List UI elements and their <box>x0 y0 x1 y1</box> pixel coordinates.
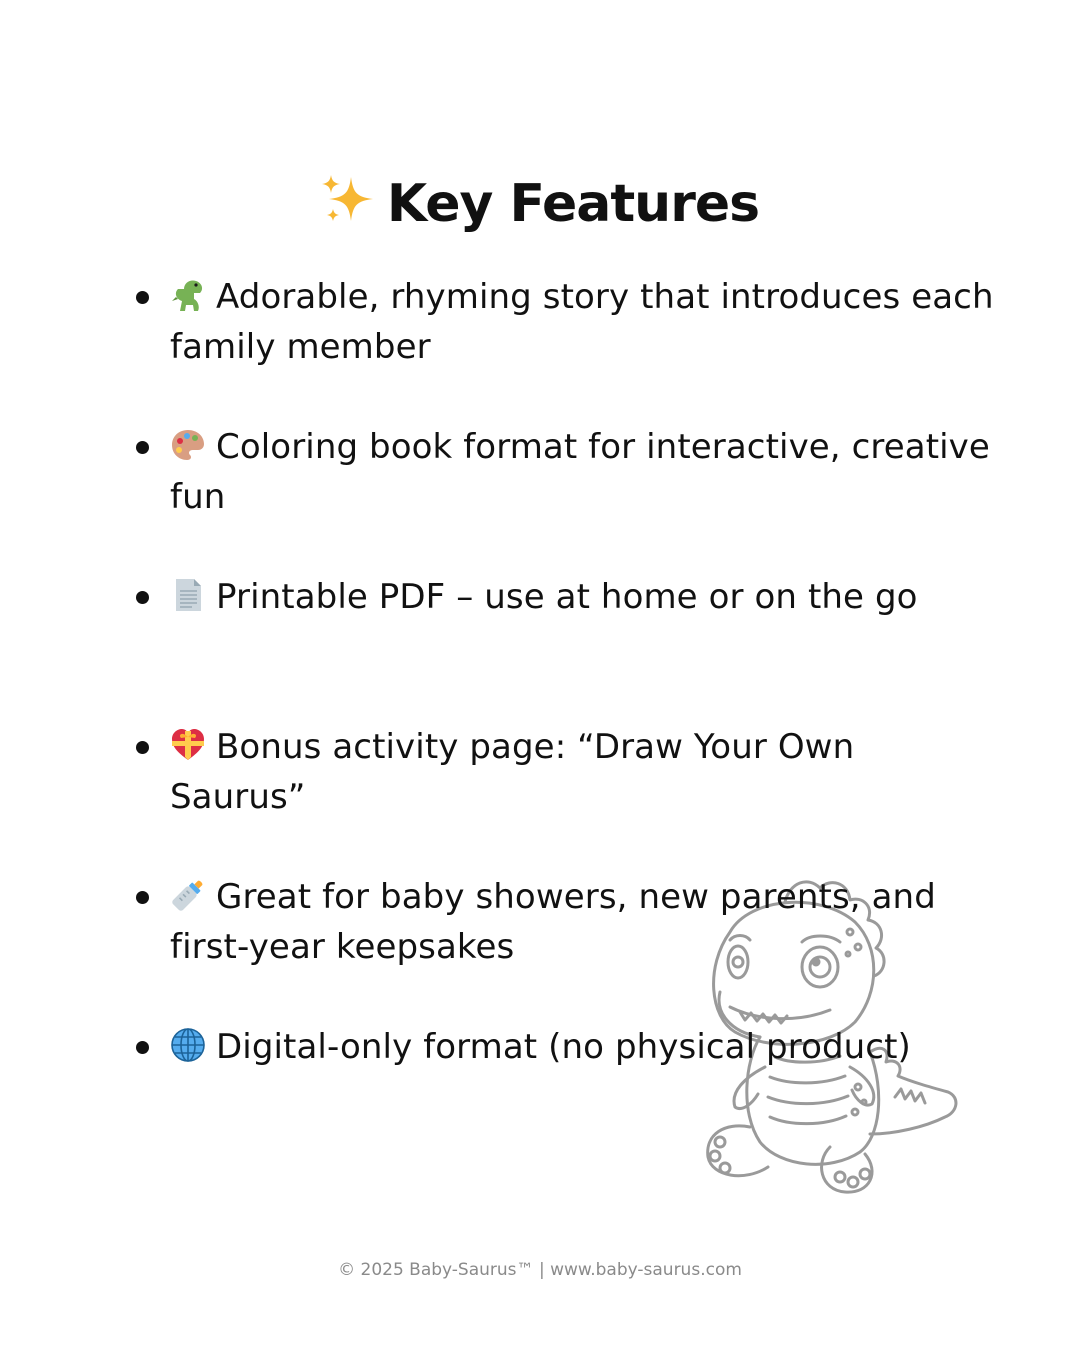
globe-icon <box>170 1027 206 1063</box>
t-rex-icon <box>170 277 206 313</box>
page-document-icon <box>170 577 206 613</box>
feature-text: Coloring book format for interactive, creative fun <box>170 427 990 517</box>
baby-bottle-icon <box>170 877 206 913</box>
feature-item <box>136 872 996 1022</box>
page-title <box>0 171 1080 234</box>
feature-text: Bonus activity page: “Draw Your Own Saurus” <box>170 727 855 817</box>
bullet-icon <box>136 591 149 604</box>
feature-item <box>136 722 996 872</box>
bullet-icon <box>136 891 149 904</box>
feature-text: Great for baby showers, new parents, and first-year keepsakes <box>170 877 936 967</box>
feature-text: Printable PDF – use at home or on the go <box>216 577 918 617</box>
bullet-icon <box>136 1041 149 1054</box>
feature-text: Adorable, rhyming story that introduces each family member <box>170 277 994 367</box>
heart-gift-icon <box>170 727 206 763</box>
sparkles-icon <box>321 171 377 227</box>
bullet-icon <box>136 291 149 304</box>
feature-item <box>136 422 996 572</box>
footer-copyright: © 2025 Baby-Saurus™ | www.baby-saurus.com <box>338 1260 742 1280</box>
artist-palette-icon <box>170 427 206 463</box>
feature-list <box>136 272 996 1172</box>
page-title-text: Key Features <box>386 173 760 234</box>
feature-item <box>136 1022 996 1172</box>
feature-item <box>136 572 996 722</box>
bullet-icon <box>136 441 149 454</box>
feature-text: Digital-only format (no physical product) <box>216 1027 911 1067</box>
bullet-icon <box>136 741 149 754</box>
feature-item <box>136 272 996 422</box>
